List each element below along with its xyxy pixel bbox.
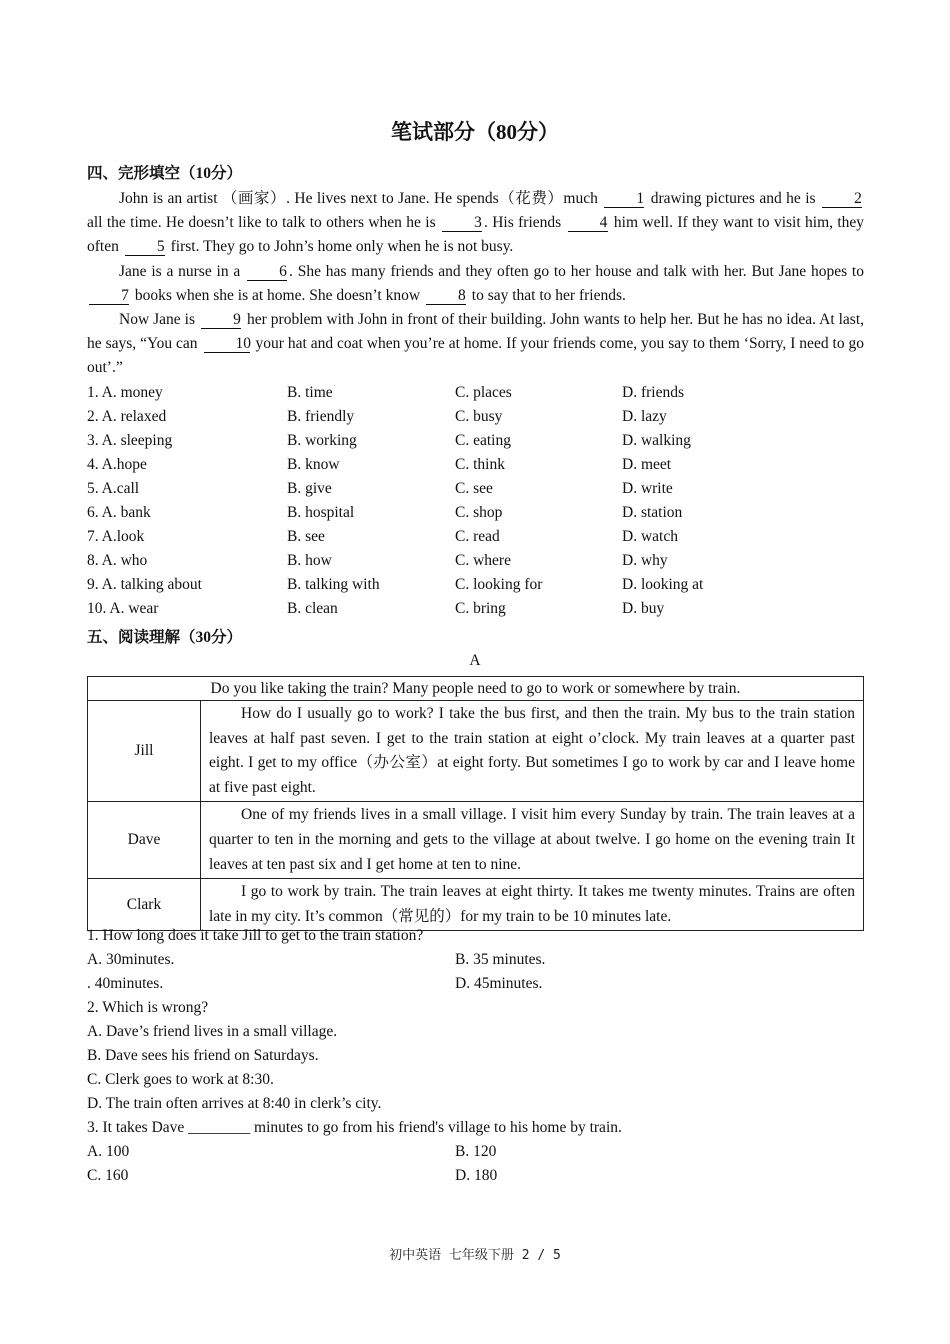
option[interactable]: C. places: [455, 384, 512, 401]
option[interactable]: 1. A. money: [87, 384, 163, 401]
section-4-heading: 四、完形填空（10分）: [87, 165, 243, 182]
option[interactable]: A. 100: [87, 1143, 130, 1160]
option[interactable]: D. looking at: [622, 576, 704, 593]
question-2-option-a: [87, 1020, 864, 1044]
cloze-blank-6: 6: [247, 264, 287, 281]
option[interactable]: B. time: [287, 384, 333, 401]
speaker-text: [201, 701, 864, 802]
option[interactable]: 5. A.call: [87, 480, 140, 497]
option-row-8: [87, 549, 864, 573]
option[interactable]: B. know: [287, 456, 340, 473]
option[interactable]: 7. A.look: [87, 528, 145, 545]
cloze-text: first. They go to John’s home only when he is not busy.: [170, 238, 514, 256]
cloze-text: Jane is a nurse in a: [119, 262, 241, 280]
option[interactable]: D. write: [622, 480, 673, 497]
option[interactable]: C. think: [455, 456, 505, 473]
cloze-blank-2: 2: [822, 191, 862, 208]
option[interactable]: B. friendly: [287, 408, 355, 425]
option[interactable]: C. busy: [455, 408, 503, 425]
section-5-heading: 五、阅读理解（30分）: [87, 629, 243, 646]
cloze-text: books when she is at home. She doesn’t know: [134, 286, 421, 304]
question-1-options-ab: [87, 948, 864, 972]
option[interactable]: D. station: [622, 504, 683, 521]
page-footer: 初中英语 七年级下册 2 / 5: [389, 1248, 561, 1263]
cloze-passage: [87, 187, 864, 381]
option[interactable]: C. where: [455, 552, 511, 569]
option[interactable]: D. walking: [622, 432, 691, 449]
option[interactable]: C. 160: [87, 1167, 129, 1184]
option[interactable]: 9. A. talking about: [87, 576, 202, 593]
cloze-blank-10: 10: [204, 336, 250, 353]
cloze-text: . She has many friends and they often go to her house and talk with her. But Jane hopes to: [289, 262, 864, 280]
option-row-5: [87, 477, 864, 501]
question-2-option-c: [87, 1068, 864, 1092]
cloze-blank-7: 7: [89, 288, 129, 305]
option[interactable]: B. working: [287, 432, 357, 449]
question-2: [87, 996, 864, 1020]
cloze-text: . His friends: [484, 214, 562, 232]
question-3: [87, 1116, 864, 1140]
option[interactable]: 6. A. bank: [87, 504, 151, 521]
speaker-name: Clark: [88, 879, 201, 931]
speaker-text-content: How do I usually go to work? I take the bus first, and then the train. My bus to the train station leaves at half past seven. I get to the train station at eight o’clock. My train leaves at a quarter past eight. I get to my office（办公室）at eight forty. But sometimes I go to work by car and I leave home at five past eight.: [209, 705, 855, 796]
option[interactable]: A. Dave’s friend lives in a small village.: [87, 1023, 338, 1040]
option[interactable]: A. 30minutes.: [87, 951, 175, 968]
option[interactable]: B. clean: [287, 600, 338, 617]
question-stem: 2. Which is wrong?: [87, 999, 209, 1016]
option[interactable]: 2. A. relaxed: [87, 408, 167, 425]
option[interactable]: D. why: [622, 552, 668, 569]
option[interactable]: D. meet: [622, 456, 672, 473]
option[interactable]: B. talking with: [287, 576, 380, 593]
speaker-text-content: One of my friends lives in a small village. I visit him every Sunday by train. The train leaves at a quarter to ten in the morning and gets to the village at about twelve. I go home on the evening train It leaves at ten past six and I get home at ten to nine.: [209, 806, 855, 873]
question-stem: 3. It takes Dave ________ minutes to go from his friend's village to his home by train.: [87, 1119, 622, 1136]
option[interactable]: D. buy: [622, 600, 665, 617]
option[interactable]: B. Dave sees his friend on Saturdays.: [87, 1047, 319, 1064]
reading-table: [87, 676, 864, 931]
cloze-blank-3: 3: [442, 215, 482, 232]
option[interactable]: D. watch: [622, 528, 678, 545]
option[interactable]: 8. A. who: [87, 552, 148, 569]
option[interactable]: C. eating: [455, 432, 511, 449]
option[interactable]: D. 45minutes.: [455, 975, 543, 992]
cloze-blank-8: 8: [426, 288, 466, 305]
speaker-name: Dave: [88, 802, 201, 879]
cloze-text: John is an artist （画家）. He lives next to Jane. He spends（花费）much: [119, 190, 598, 207]
option[interactable]: 4. A.hope: [87, 456, 147, 473]
cloze-blank-4: 4: [568, 215, 608, 232]
cloze-text: her problem with John in front of their building. John wants to help her. But he has no idea. At last, he says, “You can: [87, 311, 865, 353]
option[interactable]: C. see: [455, 480, 493, 497]
question-stem: 1. How long does it take Jill to get to the train station?: [87, 927, 424, 944]
option-row-1: [87, 381, 864, 405]
question-1: [87, 924, 864, 948]
option[interactable]: D. 180: [455, 1167, 498, 1184]
speaker-text-content: I go to work by train. The train leaves at eight thirty. It takes me twenty minutes. Trains are often late in my city. It’s common（常见的）for my train to be 10 minutes late.: [209, 883, 855, 925]
cloze-text: all the time. He doesn’t like to talk to others when he is: [87, 214, 436, 232]
option[interactable]: B. 35 minutes.: [455, 951, 546, 968]
speaker-name: Jill: [88, 701, 201, 802]
cloze-paragraph-2: [87, 260, 864, 308]
option[interactable]: C. read: [455, 528, 500, 545]
cloze-blank-9: 9: [201, 312, 241, 329]
option[interactable]: D. The train often arrives at 8:40 in clerk’s city.: [87, 1095, 382, 1112]
option[interactable]: C. shop: [455, 504, 503, 521]
option-row-3: [87, 429, 864, 453]
cloze-text: him well. If they want to visit him, they often: [87, 214, 865, 256]
cloze-text: to say that to her friends.: [471, 286, 626, 304]
option[interactable]: B. how: [287, 552, 332, 569]
table-header: Do you like taking the train? Many people need to go to work or somewhere by train.: [88, 677, 864, 701]
speaker-text: [201, 802, 864, 879]
question-2-option-d: [87, 1092, 864, 1116]
option[interactable]: D. friends: [622, 384, 684, 401]
option[interactable]: . 40minutes.: [87, 975, 164, 992]
cloze-blank-1: 1: [604, 191, 644, 208]
option-row-9: [87, 573, 864, 597]
option[interactable]: B. see: [287, 528, 325, 545]
option-row-7: [87, 525, 864, 549]
cloze-text: drawing pictures and he is: [650, 190, 816, 207]
option[interactable]: 3. A. sleeping: [87, 432, 173, 449]
option[interactable]: B. hospital: [287, 504, 355, 521]
option[interactable]: D. lazy: [622, 408, 667, 425]
option[interactable]: B. give: [287, 480, 332, 497]
option[interactable]: C. looking for: [455, 576, 543, 593]
page-title: 笔试部分（80分）: [391, 120, 559, 144]
cloze-text: Now Jane is: [119, 311, 195, 329]
question-1-options-cd: [87, 972, 864, 996]
question-3-options-cd: [87, 1164, 864, 1188]
question-2-option-b: [87, 1044, 864, 1068]
option[interactable]: B. 120: [455, 1143, 497, 1160]
cloze-text: your hat and coat when you’re at home. If your friends come, you say to them ‘Sorry, I need to go out’.”: [87, 335, 865, 377]
option[interactable]: 10. A. wear: [87, 600, 159, 617]
option[interactable]: C. bring: [455, 600, 506, 617]
passage-label: A: [469, 652, 481, 669]
option-row-6: [87, 501, 864, 525]
cloze-blank-5: 5: [125, 239, 165, 256]
option-row-4: [87, 453, 864, 477]
cloze-paragraph-1: [87, 187, 864, 260]
cloze-paragraph-3: [87, 308, 864, 381]
option[interactable]: C. Clerk goes to work at 8:30.: [87, 1071, 274, 1088]
option-row-2: [87, 405, 864, 429]
option-row-10: [87, 597, 864, 621]
question-3-options-ab: [87, 1140, 864, 1164]
